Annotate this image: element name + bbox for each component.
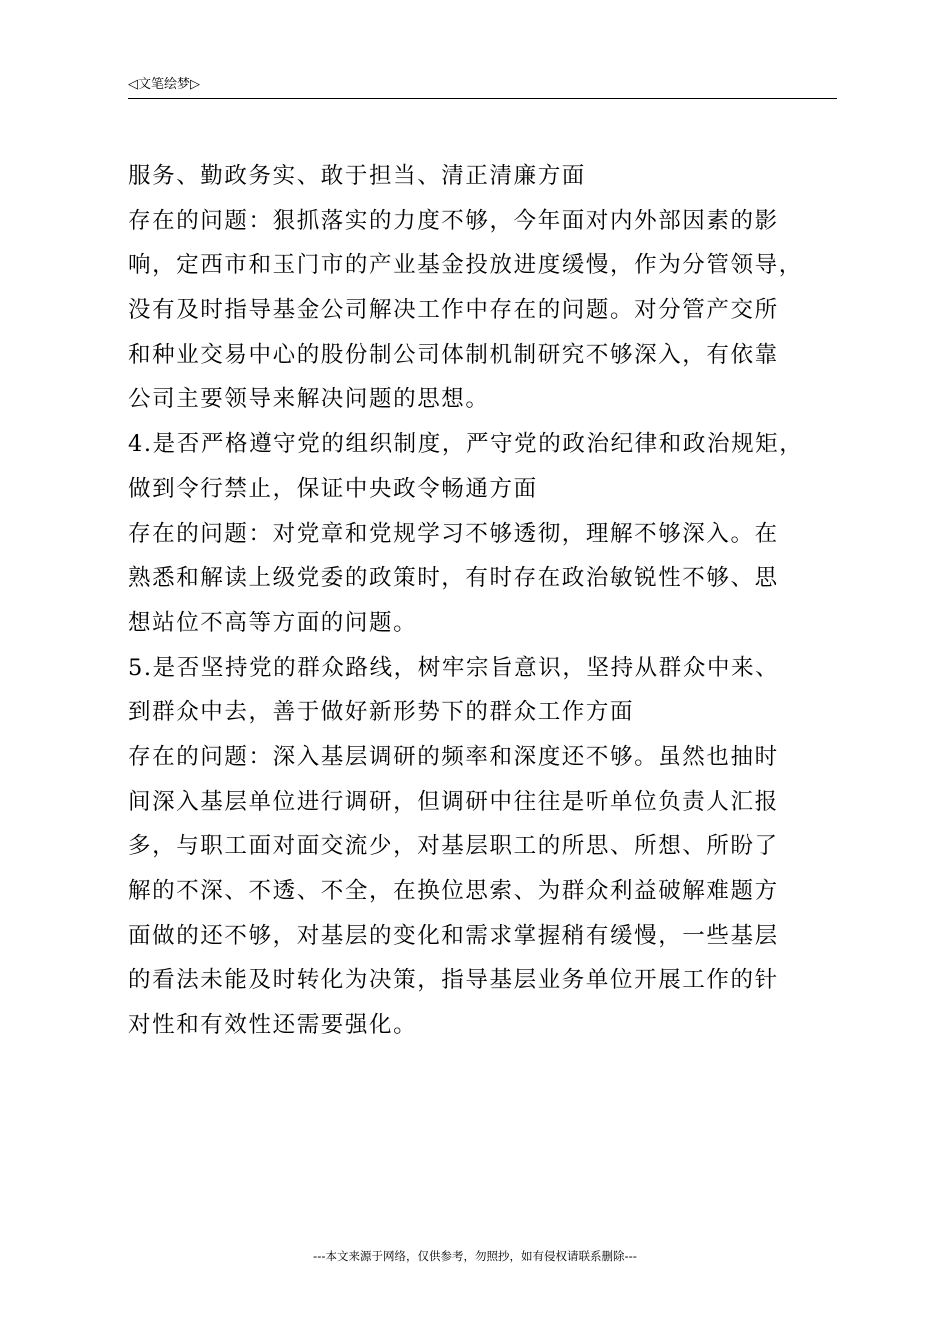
body-line: 没有及时指导基金公司解决工作中存在的问题。对分管产交所 (128, 297, 779, 324)
body-line: 多，与职工面对面交流少，对基层职工的所思、所想、所盼了 (128, 833, 779, 860)
document-body (128, 154, 840, 1048)
body-line: 对性和有效性还需要强化。 (128, 1012, 418, 1039)
body-line: 和种业交易中心的股份制公司体制机制研究不够深入，有依靠 (128, 341, 779, 368)
section-heading: 5.是否坚持党的群众路线，树牢宗旨意识，坚持从群众中来、 (128, 654, 780, 681)
header-title: ◁文笔绘梦▷ (128, 77, 200, 92)
section-heading: 做到令行禁止，保证中央政令畅通方面 (128, 475, 538, 502)
body-line: 存在的问题：深入基层调研的频率和深度还不够。虽然也抽时 (128, 743, 779, 770)
body-line: 的看法未能及时转化为决策，指导基层业务单位开展工作的针 (128, 967, 779, 994)
section-heading: 到群众中去，善于做好新形势下的群众工作方面 (128, 699, 635, 726)
body-line: 响，定西市和玉门市的产业基金投放进度缓慢，作为分管领导， (128, 252, 803, 279)
body-line: 解的不深、不透、不全，在换位思索、为群众利益破解难题方 (128, 878, 779, 904)
section-heading: 4.是否严格遵守党的组织制度，严守党的政治纪律和政治规矩， (128, 431, 804, 458)
body-line: 存在的问题：对党章和党规学习不够透彻，理解不够深入。在 (128, 520, 779, 547)
body-line: 存在的问题：狠抓落实的力度不够，今年面对内外部因素的影 (128, 207, 779, 234)
body-line: 想站位不高等方面的问题。 (128, 609, 418, 636)
body-line: 服务、勤政务实、敢于担当、清正清廉方面 (128, 163, 586, 189)
body-line: 公司主要领导来解决问题的思想。 (128, 386, 490, 413)
page-header (128, 76, 837, 99)
body-line: 熟悉和解读上级党委的政策时，有时存在政治敏锐性不够、思 (128, 565, 779, 592)
body-line: 间深入基层单位进行调研，但调研中往往是听单位负责人汇报 (128, 788, 779, 815)
footer-disclaimer: ---本文来源于网络，仅供参考，勿照抄，如有侵权请联系删除--- (313, 1249, 637, 1263)
body-line: 面做的还不够，对基层的变化和需求掌握稍有缓慢，一些基层 (128, 922, 779, 949)
